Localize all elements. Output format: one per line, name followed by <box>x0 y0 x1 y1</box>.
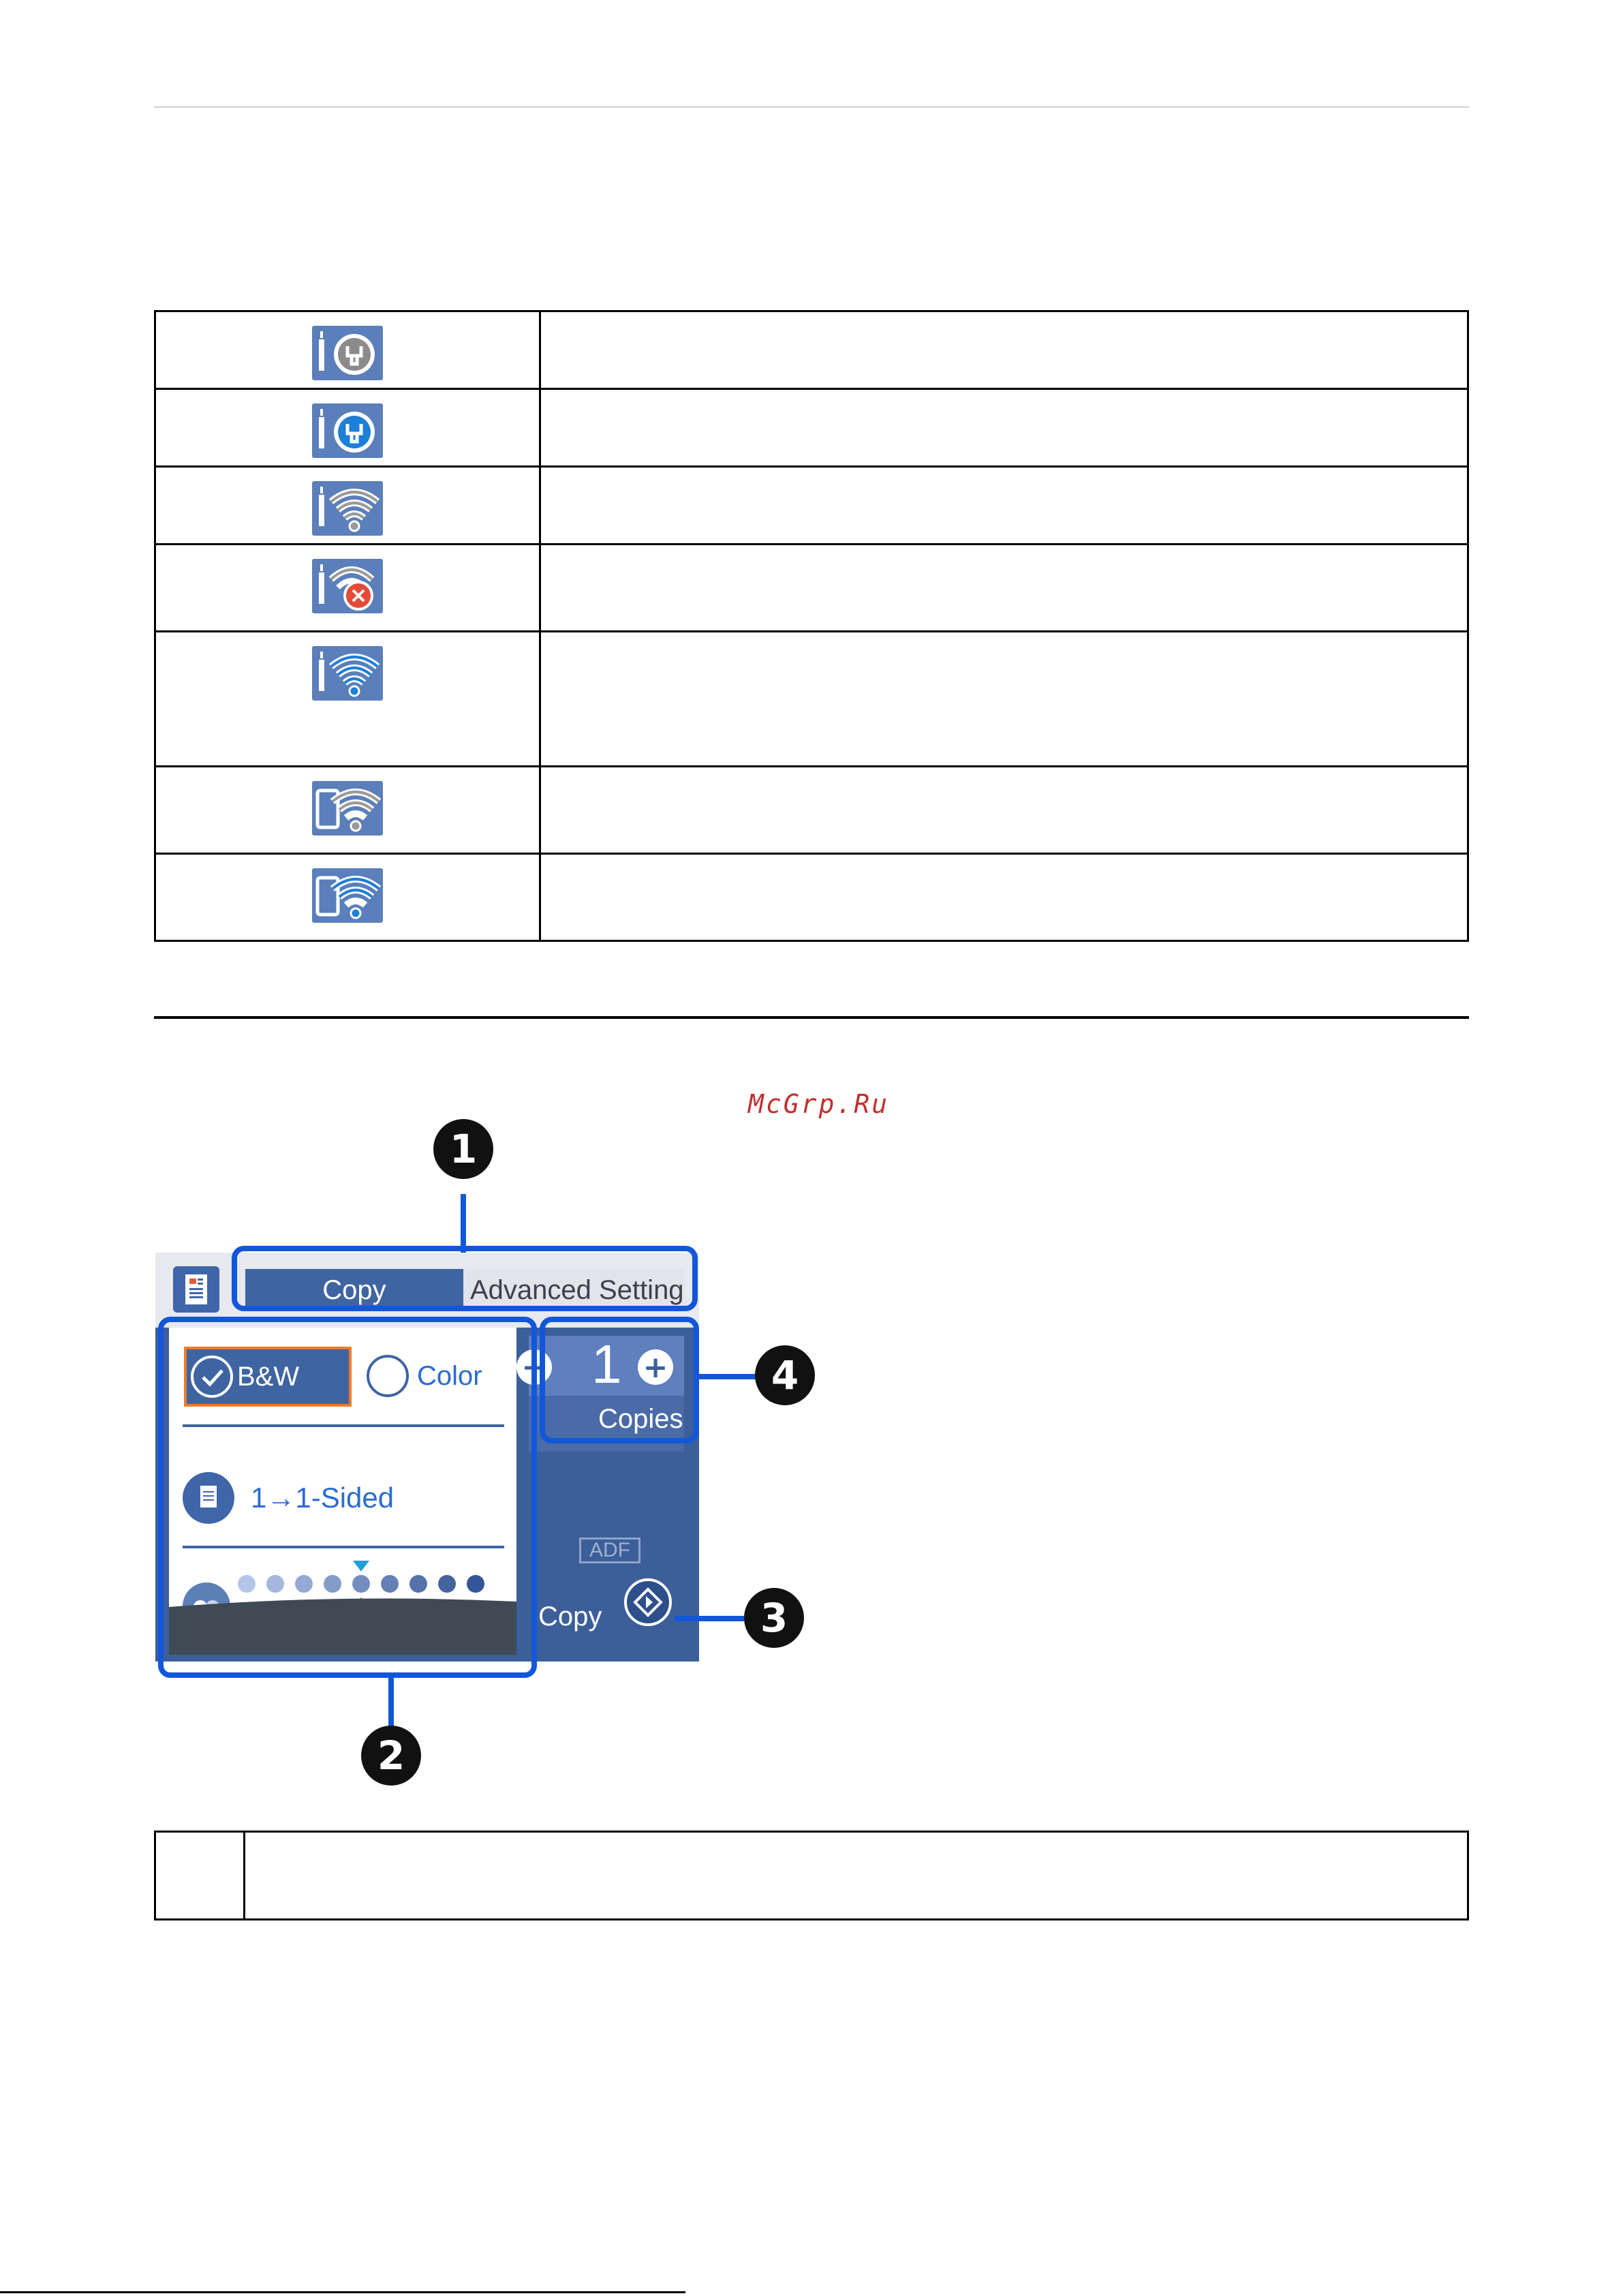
icon-cell <box>155 767 540 854</box>
table-row <box>155 767 1468 854</box>
watermark: McGrp.Ru <box>748 1089 890 1119</box>
callout-4: 4 <box>755 1345 815 1405</box>
table-row <box>155 545 1468 632</box>
callout-4-leader <box>698 1374 760 1379</box>
tabs-highlight <box>232 1246 698 1311</box>
wifi-connected-icon <box>312 646 383 701</box>
icon-cell <box>155 467 540 545</box>
table-row <box>155 854 1468 941</box>
description-cell <box>540 467 1468 545</box>
description-cell <box>540 389 1468 467</box>
document-icon <box>173 1266 219 1313</box>
ethernet-disconnected-icon <box>312 326 383 380</box>
bw-label: B&W <box>237 1361 300 1392</box>
table-row <box>155 467 1468 545</box>
network-icon-table <box>154 310 1469 942</box>
start-icon <box>627 1581 669 1623</box>
table-row <box>155 389 1468 467</box>
start-label: Copy <box>538 1602 602 1632</box>
icon-cell <box>155 311 540 389</box>
description-cell <box>540 767 1468 854</box>
callout-2-leader <box>388 1678 394 1732</box>
wifi-inactive-icon <box>312 481 383 536</box>
table-row <box>155 632 1468 767</box>
color-label: Color <box>417 1360 482 1391</box>
wifi-direct-inactive-icon <box>312 781 383 836</box>
minus-button[interactable]: − <box>516 1349 552 1385</box>
copies-highlight <box>540 1317 699 1443</box>
section-rule <box>154 1016 1469 1019</box>
description-cell <box>540 545 1468 632</box>
settings-highlight <box>158 1317 537 1678</box>
home-button[interactable] <box>173 1266 219 1313</box>
icon-cell <box>155 389 540 467</box>
footer-rule <box>0 2291 685 2293</box>
icon-cell <box>155 632 540 767</box>
header-rule <box>154 106 1469 108</box>
wifi-error-icon <box>312 559 383 613</box>
icon-cell <box>155 545 540 632</box>
adf-indicator: ADF <box>579 1537 640 1563</box>
plus-button[interactable]: + <box>638 1349 673 1385</box>
legend-column-divider <box>243 1833 245 1918</box>
description-cell <box>540 311 1468 389</box>
callout-3-leader <box>675 1616 744 1621</box>
callout-3: 3 <box>744 1588 804 1648</box>
legend-table <box>154 1831 1469 1920</box>
copies-count: 1 <box>591 1334 622 1394</box>
wifi-direct-connected-icon <box>312 868 383 923</box>
start-button[interactable] <box>624 1578 672 1626</box>
description-cell <box>540 854 1468 941</box>
table-row <box>155 311 1468 389</box>
tab-copy[interactable]: Copy <box>245 1269 463 1311</box>
callout-1: 1 <box>433 1119 493 1179</box>
copies-label: Copies <box>598 1404 683 1434</box>
callout-2: 2 <box>361 1726 421 1786</box>
duplex-setting[interactable]: 1→1-Sided <box>251 1482 395 1514</box>
icon-cell <box>155 854 540 941</box>
description-cell <box>540 632 1468 767</box>
tab-advanced-settings[interactable]: Advanced Setting <box>463 1269 684 1311</box>
ethernet-connected-icon <box>312 403 383 458</box>
callout-1-leader <box>461 1194 466 1254</box>
